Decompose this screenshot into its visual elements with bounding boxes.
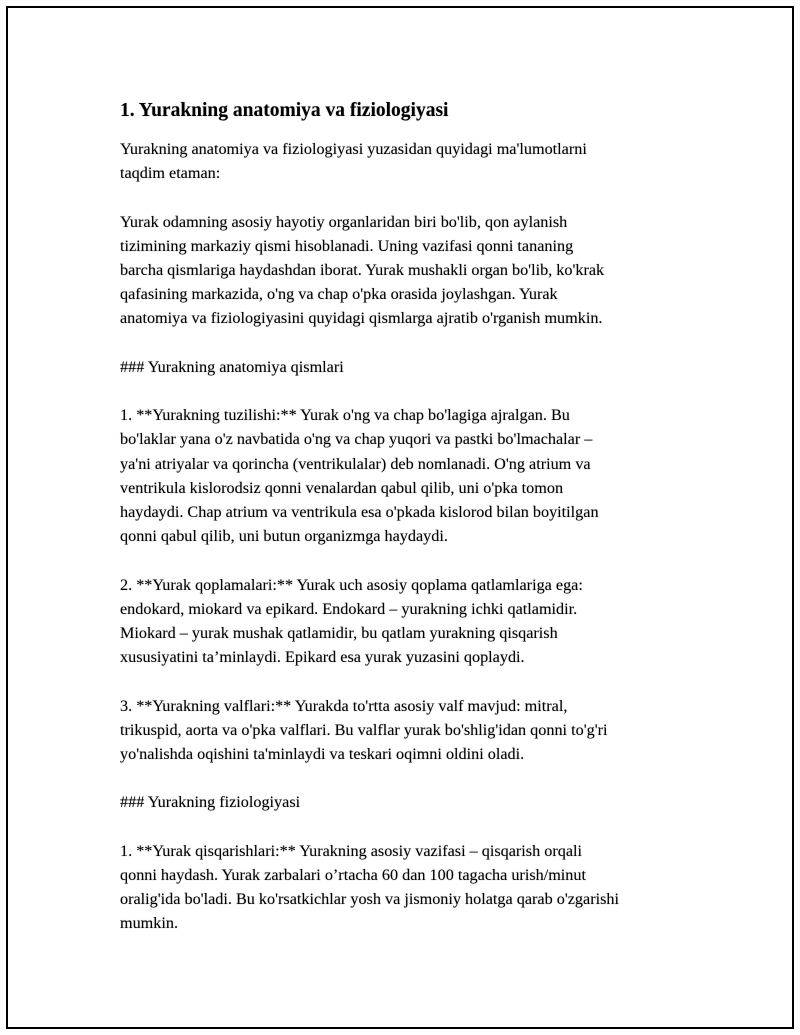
text-line: barcha qismlariga haydashdan iborat. Yurak mushakli organ bo'lib, ko'krak (120, 261, 605, 279)
text-line: qonni haydash. Yurak zarbalari o’rtacha 60 dan 100 tagacha urish/minut (120, 865, 586, 884)
paragraph (120, 839, 700, 936)
text-line: Yurak odamning asosiy hayotiy organlaridan biri bo'lib, qon aylanish (120, 212, 568, 231)
document-title: 1. Yurakning anatomiya va fiziologiyasi (120, 100, 449, 121)
text-line: ### Yurakning fiziologiyasi (120, 793, 301, 812)
text-line: endokard, miokard va epikard. Endokard – yurakning ichki qatlamidir. (120, 599, 578, 618)
paragraph (120, 790, 700, 814)
document-body (120, 99, 700, 960)
text-line: ventrikula kislorodsiz qonni venalardan qabul qilib, uni o'pka tomon (120, 478, 564, 497)
text-line: trikuspid, aorta va o'pka valflari. Bu valflar yurak bo'shlig'idan qonni to'g'ri (120, 720, 608, 739)
paragraph (120, 355, 700, 379)
text-line: oralig'ida bo'ladi. Bu ko'rsatkichlar yosh va jismoniy holatga qarab o'zgarishi (120, 890, 619, 909)
text-line: qafasining markazida, o'ng va chap o'pka orasida joylashgan. Yurak (120, 285, 558, 304)
text-line: ya'ni atriyalar va qorincha (ventrikulalar) deb nomlanadi. O'ng atrium va (120, 454, 591, 473)
paragraph (120, 573, 700, 670)
text-line: 2. **Yurak qoplamalari:** Yurak uch asosiy qoplama qatlamlariga ega: (120, 575, 583, 594)
text-line: qonni qabul qilib, uni butun organizmga haydaydi. (120, 527, 448, 546)
text-line: bo'laklar yana o'z navbatida o'ng va chap yuqori va pastki bo'lmachalar – (120, 430, 593, 449)
text-line: haydaydi. Chap atrium va ventrikula esa o'pkada kislorod bilan boyitilgan (120, 503, 599, 521)
text-line: anatomiya va fiziologiyasini quyidagi qismlarga ajratib o'rganish mumkin. (120, 309, 603, 328)
text-line: 1. **Yurakning tuzilishi:** Yurak o'ng va chap bo'lagiga ajralgan. Bu (120, 406, 570, 425)
paragraph (120, 403, 700, 548)
text-line: 1. **Yurak qisqarishlari:** Yurakning asosiy vazifasi – qisqarish orqali (120, 841, 583, 860)
text-line: mumkin. (120, 914, 179, 933)
text-line: yo'nalishda oqishini ta'minlaydi va teskari oqimni oldini oladi. (120, 745, 525, 763)
text-line: ### Yurakning anatomiya qismlari (120, 357, 344, 376)
text-line: 3. **Yurakning valflari:** Yurakda to'rtta asosiy valf mavjud: mitral, (120, 696, 568, 715)
text-line: xususiyatini ta’minlaydi. Epikard esa yurak yuzasini qoplaydi. (120, 648, 525, 667)
text-line: Yurakning anatomiya va fiziologiyasi yuzasidan quyidagi ma'lumotlarni (120, 140, 587, 158)
paragraph-list (120, 137, 700, 936)
paragraph (120, 137, 700, 185)
paragraph (120, 210, 700, 331)
page-frame (6, 6, 794, 1029)
text-line: taqdim etaman: (120, 164, 221, 183)
paragraph (120, 694, 700, 767)
text-line: tizimining markaziy qismi hisoblanadi. Uning vazifasi qonni tananing (120, 236, 574, 255)
text-line: Miokard – yurak mushak qatlamidir, bu qatlam yurakning qisqarish (120, 624, 558, 642)
